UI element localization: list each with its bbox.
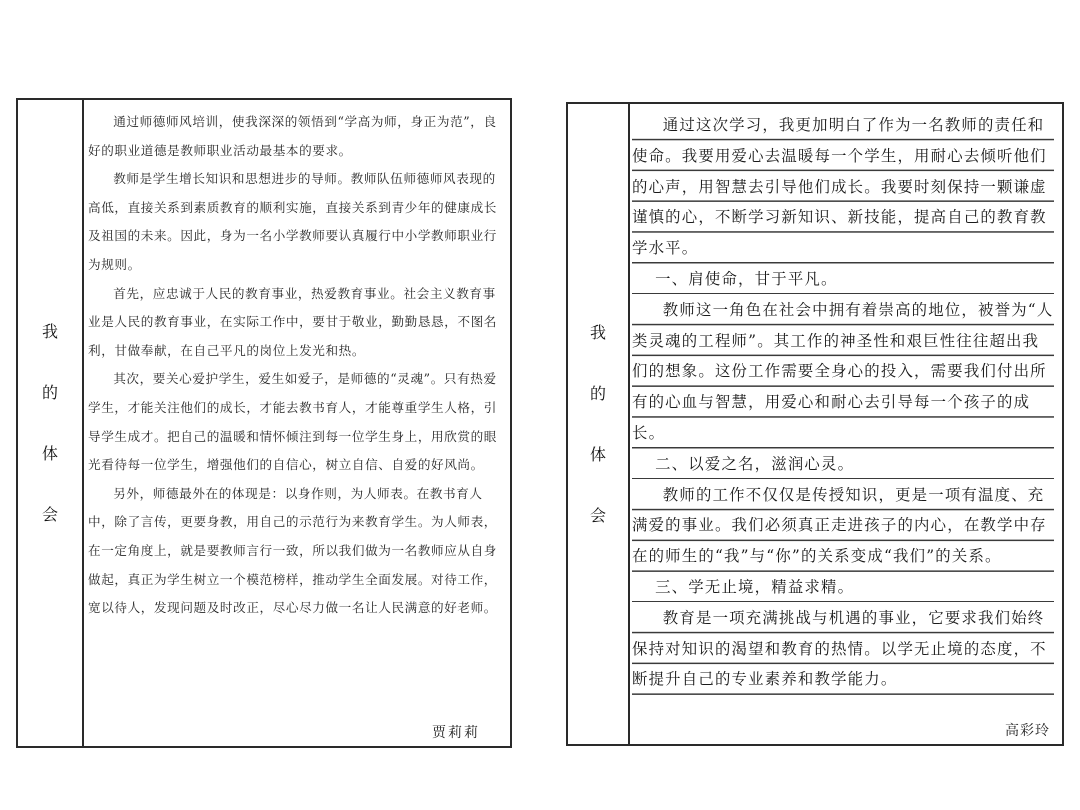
right-text-column	[630, 104, 1058, 744]
label-char: 的	[41, 383, 58, 402]
paragraph: 教师的工作不仅仅是传授知识，更是一项有温度、充满爱的事业。我们必须真正走进孩子的内心，在教学中存在的师生的“我”与“你”的关系变成“我们”的关系。	[632, 480, 1054, 572]
section-heading: 一、肩使命，甘于平凡。	[632, 264, 1054, 295]
paragraph: 另外，师德最外在的体现是：以身作则，为人师表。在教书育人中，除了言传，更要身教，用自己的示范行为来教育学生。为人师表，在一定角度上，就是要教师言行一致，所以我们做为一名教师应从自身做起，真正为学生树立一个模范榜样，推动学生全面发展。对待工作，宽以待人，发现问题及时改正，尽心尽力做一名让人民满意的好老师。	[88, 485, 498, 616]
signature: 高彩玲	[1003, 720, 1052, 740]
paragraph: 教师这一角色在社会中拥有着崇高的地位，被誉为“人类灵魂的工程师”。其工作的神圣性和艰巨性往往超出我们的想象。这份工作需要全身心的投入，需要我们付出所有的心血与智慧，用爱心和耐心去引导每一个孩子的成长。	[632, 295, 1054, 449]
paragraph: 其次，要关心爱护学生，爱生如爱子，是师德的“灵魂”。只有热爱学生，才能关注他们的成长，才能去教书育人，才能尊重学生人格，引导学生成才。把自己的温暖和情怀倾注到每一位学生身上，用欣赏的眼光看待每一位学生，增强他们的自信心，树立自信、自爱的好风尚。	[88, 371, 498, 473]
left-text-column	[84, 100, 506, 746]
section-heading: 三、学无止境，精益求精。	[632, 572, 1054, 603]
label-char: 我	[589, 323, 606, 342]
label-char: 会	[41, 505, 58, 524]
label-char: 我	[41, 322, 58, 341]
section-heading: 二、以爱之名，滋润心灵。	[632, 449, 1054, 480]
right-reflection-sheet	[566, 102, 1064, 746]
signature: 贾莉莉	[428, 722, 484, 742]
label-char: 体	[41, 444, 58, 463]
label-char: 体	[589, 445, 606, 464]
paragraph: 通过这次学习，我更加明白了作为一名教师的责任和使命。我要用爱心去温暖每一个学生，用耐心去倾听他们的心声，用智慧去引导他们成长。我要时刻保持一颗谦虚谨慎的心，不断学习新知识、新技能，提高自己的教育教学水平。	[632, 110, 1054, 264]
left-label-column	[18, 100, 84, 746]
label-char: 会	[589, 506, 606, 525]
right-label-column	[568, 104, 630, 744]
paragraph: 首先，应忠诚于人民的教育事业，热爱教育事业。社会主义教育事业是人民的教育事业，在实际工作中，要甘于敬业，勤勤恳恳，不图名利，甘做奉献，在自己平凡的岗位上发光和热。	[88, 285, 498, 358]
paragraph: 通过师德师风培训，使我深深的领悟到“学高为师，身正为范”，良好的职业道德是教师职业活动最基本的要求。	[88, 114, 497, 158]
paragraph: 教师是学生增长知识和思想进步的导师。教师队伍师德师风表现的高低，直接关系到素质教育的顺利实施，直接关系到青少年的健康成长及祖国的未来。因此，身为一名小学教师要认真履行中小学教师职业行为规则。	[88, 171, 498, 272]
label-char: 的	[589, 384, 606, 403]
paragraph: 教育是一项充满挑战与机遇的事业，它要求我们始终保持对知识的渴望和教育的热情。以学无止境的态度，不断提升自己的专业素养和教学能力。	[632, 603, 1054, 695]
left-reflection-sheet	[16, 98, 512, 748]
